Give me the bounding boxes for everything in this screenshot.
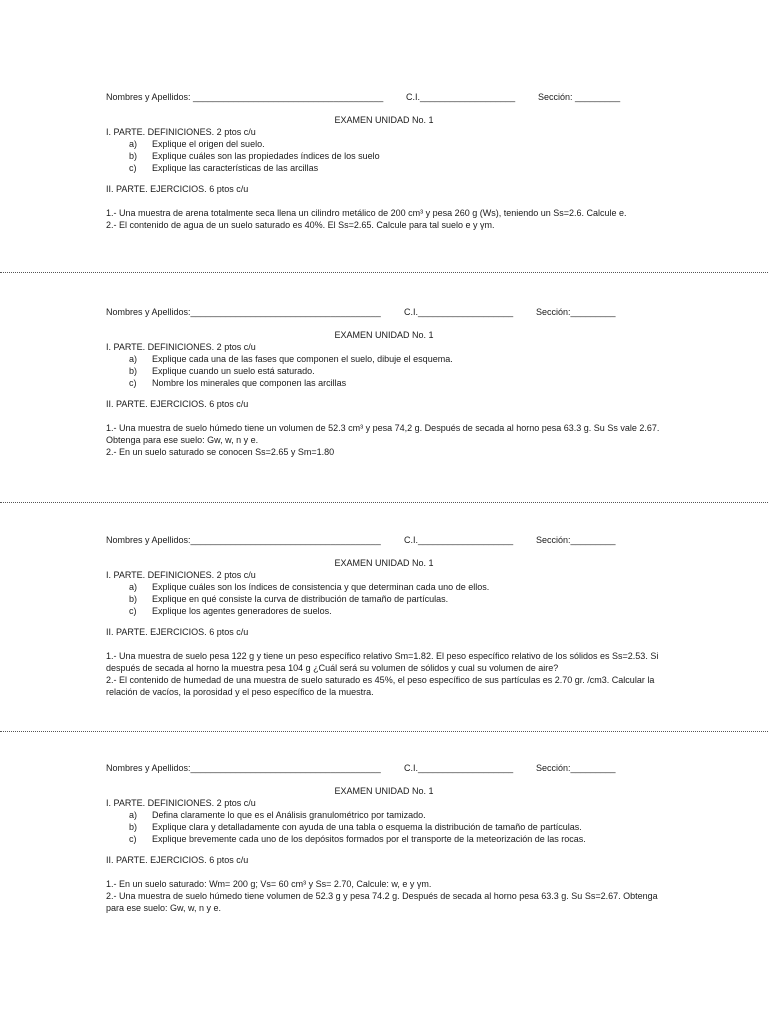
item-text: Explique cada una de las fases que componen el suelo, dibuje el esquema. — [152, 354, 453, 364]
definition-item — [106, 162, 662, 174]
cut-line — [0, 731, 768, 732]
part-exercises-heading: II. PARTE. EJERCICIOS. 6 ptos c/u — [106, 627, 249, 637]
definition-item — [106, 821, 662, 833]
exercise-list — [106, 422, 662, 458]
ci-field-label[interactable]: C.I.___________________ — [404, 763, 514, 773]
item-text: Explique los agentes generadores de suelos. — [152, 606, 332, 616]
part-exercises-heading: II. PARTE. EJERCICIOS. 6 ptos c/u — [106, 855, 249, 865]
exam-sheet-4 — [106, 762, 662, 914]
section-field-label[interactable]: Sección:_________ — [536, 535, 616, 545]
exercise-list — [106, 650, 662, 698]
item-label: a) — [129, 810, 138, 820]
item-label: b) — [129, 366, 138, 376]
cut-line — [0, 502, 768, 503]
item-label: b) — [129, 594, 138, 604]
definition-item — [106, 605, 662, 617]
part-definitions-heading: I. PARTE. DEFINICIONES. 2 ptos c/u — [106, 342, 256, 352]
exercise-list — [106, 878, 662, 914]
item-text: Defina claramente lo que es el Análisis granulométrico por tamizado. — [152, 810, 426, 820]
student-header — [106, 91, 662, 103]
item-text: Explique en qué consiste la curva de distribución de tamaño de partículas. — [152, 594, 449, 604]
cut-line — [0, 272, 768, 273]
item-text: Explique brevemente cada uno de los depósitos formados por el transporte de la meteorización de las rocas. — [152, 834, 586, 844]
section-field-label[interactable]: Sección:_________ — [536, 763, 616, 773]
name-field-label[interactable]: Nombres y Apellidos: ______________________________________ — [106, 92, 384, 102]
student-header — [106, 762, 662, 774]
exercise-2: 2.- El contenido de humedad de una muestra de suelo saturado es 45%, el peso específico de sus partículas es 2.70 gr. /cm3. Calcular la relación de vacíos, la porosidad y el peso específico de la muestra. — [106, 675, 655, 697]
item-label: b) — [129, 151, 138, 161]
definition-item — [106, 833, 662, 845]
part-definitions-heading: I. PARTE. DEFINICIONES. 2 ptos c/u — [106, 570, 256, 580]
item-text: Nombre los minerales que componen las arcillas — [152, 378, 347, 388]
item-label: a) — [129, 582, 138, 592]
item-label: a) — [129, 354, 138, 364]
exam-title: EXAMEN UNIDAD No. 1 — [334, 115, 434, 125]
item-text: Explique cuando un suelo está saturado. — [152, 366, 315, 376]
exam-title: EXAMEN UNIDAD No. 1 — [334, 558, 434, 568]
ci-field-label[interactable]: C.I.___________________ — [404, 307, 514, 317]
item-text: Explique cuáles son las propiedades índices de los suelo — [152, 151, 380, 161]
exercise-2: 2.- Una muestra de suelo húmedo tiene volumen de 52.3 g y pesa 74.2 g. Después de secada al horno pesa 63.3 g. Su Ss=2.67. Obtenga para ese suelo: Gw, w, n y e. — [106, 891, 658, 913]
item-text: Explique cuáles son los índices de consistencia y que determinan cada uno de ellos. — [152, 582, 490, 592]
definition-item — [106, 365, 662, 377]
exercise-2: 2.- El contenido de agua de un suelo saturado es 40%. El Ss=2.65. Calcule para tal suelo e y γm. — [106, 220, 495, 230]
item-label: c) — [129, 834, 137, 844]
definition-item — [106, 150, 662, 162]
item-text: Explique el origen del suelo. — [152, 139, 265, 149]
item-label: c) — [129, 378, 137, 388]
exercise-2: 2.- En un suelo saturado se conocen Ss=2.65 y Sm=1.80 — [106, 447, 335, 457]
exam-sheet-3 — [106, 534, 662, 698]
definition-item — [106, 377, 662, 389]
exam-title: EXAMEN UNIDAD No. 1 — [334, 786, 434, 796]
part-definitions-heading: I. PARTE. DEFINICIONES. 2 ptos c/u — [106, 127, 256, 137]
definition-item — [106, 138, 662, 150]
section-field-label[interactable]: Sección: _________ — [538, 92, 621, 102]
item-label: c) — [129, 163, 137, 173]
name-field-label[interactable]: Nombres y Apellidos:______________________________________ — [106, 307, 381, 317]
item-label: b) — [129, 822, 138, 832]
definition-item — [106, 593, 662, 605]
definition-item — [106, 581, 662, 593]
part-exercises-heading: II. PARTE. EJERCICIOS. 6 ptos c/u — [106, 399, 249, 409]
ci-field-label[interactable]: C.I.___________________ — [406, 92, 516, 102]
name-field-label[interactable]: Nombres y Apellidos:______________________________________ — [106, 763, 381, 773]
item-text: Explique clara y detalladamente con ayuda de una tabla o esquema la distribución de tamaño de partículas. — [152, 822, 582, 832]
item-label: c) — [129, 606, 137, 616]
section-field-label[interactable]: Sección:_________ — [536, 307, 616, 317]
part-definitions-heading: I. PARTE. DEFINICIONES. 2 ptos c/u — [106, 798, 256, 808]
exercise-1: 1.- Una muestra de arena totalmente seca llena un cilindro metálico de 200 cm³ y pesa 260 g (Ws), teniendo un Ss=2.6. Calcule e. — [106, 208, 627, 218]
definition-item — [106, 353, 662, 365]
item-label: a) — [129, 139, 138, 149]
student-header — [106, 534, 662, 546]
exam-sheet-1 — [106, 91, 662, 231]
exercise-1: 1.- Una muestra de suelo pesa 122 g y tiene un peso específico relativo Sm=1.82. El peso específico relativo de los sólidos es Ss=2.53. Si después de secada al horno la muestra pesa 104 g ¿Cuál será su volumen de sólidos y cual su volumen de aire? — [106, 651, 659, 673]
exam-sheet-2 — [106, 306, 662, 458]
exercise-1: 1.- En un suelo saturado: Wm= 200 g; Vs= 60 cm³ y Ss= 2.70, Calcule: w, e y γm. — [106, 879, 432, 889]
exam-title: EXAMEN UNIDAD No. 1 — [334, 330, 434, 340]
name-field-label[interactable]: Nombres y Apellidos:______________________________________ — [106, 535, 381, 545]
definition-item — [106, 809, 662, 821]
ci-field-label[interactable]: C.I.___________________ — [404, 535, 514, 545]
student-header — [106, 306, 662, 318]
exercise-1: 1.- Una muestra de suelo húmedo tiene un volumen de 52.3 cm³ y pesa 74,2 g. Después de secada al horno pesa 63.3 g. Su Ss vale 2.67. Obtenga para ese suelo: Gw, w, n y e. — [106, 423, 660, 445]
item-text: Explique las características de las arcillas — [152, 163, 319, 173]
exercise-list — [106, 207, 662, 231]
part-exercises-heading: II. PARTE. EJERCICIOS. 6 ptos c/u — [106, 184, 249, 194]
